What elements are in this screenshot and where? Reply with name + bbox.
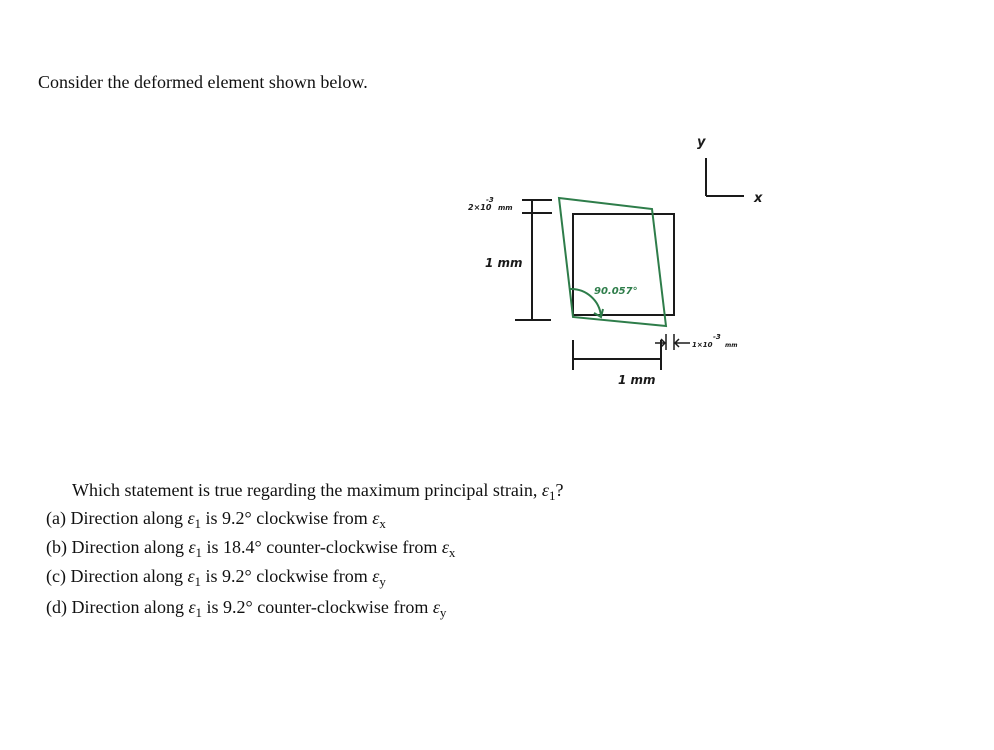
x-axis-label: x <box>754 191 763 206</box>
option-c-prefix: (c) Direction along <box>46 566 188 586</box>
option-b-subscript: 1 <box>195 545 203 560</box>
right-offset-exponent: -3 <box>713 333 721 341</box>
option-d[interactable] <box>46 597 446 621</box>
option-d-subscript: 1 <box>195 605 203 620</box>
top-offset-unit: mm <box>498 204 513 212</box>
option-c-ref-symbol: ε <box>372 566 380 586</box>
problem-intro: Consider the deformed element shown below. <box>38 72 368 92</box>
option-a-ref-subscript: x <box>379 516 386 531</box>
option-c-subscript: 1 <box>194 574 202 589</box>
option-a-text: is 9.2° clockwise from <box>201 508 373 528</box>
right-offset-label <box>692 333 738 349</box>
option-c-text: is 9.2° clockwise from <box>201 566 373 586</box>
option-d-text: is 9.2° counter-clockwise from <box>202 597 433 617</box>
top-offset-exponent: -3 <box>486 196 494 204</box>
right-offset-base: 1×10 <box>692 341 713 349</box>
option-c-ref-subscript: y <box>379 574 386 589</box>
left-dimension-label: 1 mm <box>485 256 523 270</box>
option-b[interactable] <box>46 537 455 561</box>
question-stem <box>72 480 563 504</box>
option-d-ref-symbol: ε <box>432 597 440 617</box>
option-d-prefix: (d) Direction along <box>46 597 189 617</box>
option-a-subscript: 1 <box>194 516 202 531</box>
option-b-symbol: ε <box>188 537 196 557</box>
question-text: Which statement is true regarding the maximum principal strain, <box>72 480 542 500</box>
bottom-dimension-label: 1 mm <box>618 373 656 387</box>
option-b-ref-subscript: x <box>448 545 456 560</box>
axes-indicator <box>697 135 763 206</box>
option-b-ref-symbol: ε <box>441 537 449 557</box>
right-offset-unit: mm <box>725 342 738 349</box>
option-a[interactable] <box>46 508 386 532</box>
option-d-ref-subscript: y <box>439 605 447 620</box>
top-offset-base: 2×10 <box>468 203 492 212</box>
bottom-dimension <box>573 340 661 370</box>
option-c[interactable] <box>46 566 386 590</box>
y-axis-label: y <box>697 135 706 150</box>
option-c-symbol: ε <box>187 566 195 586</box>
top-offset-label <box>468 196 513 212</box>
strain-symbol: ε <box>541 480 549 500</box>
option-b-prefix: (b) Direction along <box>46 537 189 557</box>
option-a-prefix: (a) Direction along <box>46 508 188 528</box>
option-a-ref-symbol: ε <box>372 508 380 528</box>
option-b-text: is 18.4° counter-clockwise from <box>202 537 442 557</box>
question-end: ? <box>555 480 564 500</box>
strain-subscript: 1 <box>548 488 556 503</box>
angle-label: 90.057° <box>594 286 638 297</box>
deformed-element <box>559 198 666 326</box>
option-a-symbol: ε <box>187 508 195 528</box>
option-d-symbol: ε <box>188 597 196 617</box>
